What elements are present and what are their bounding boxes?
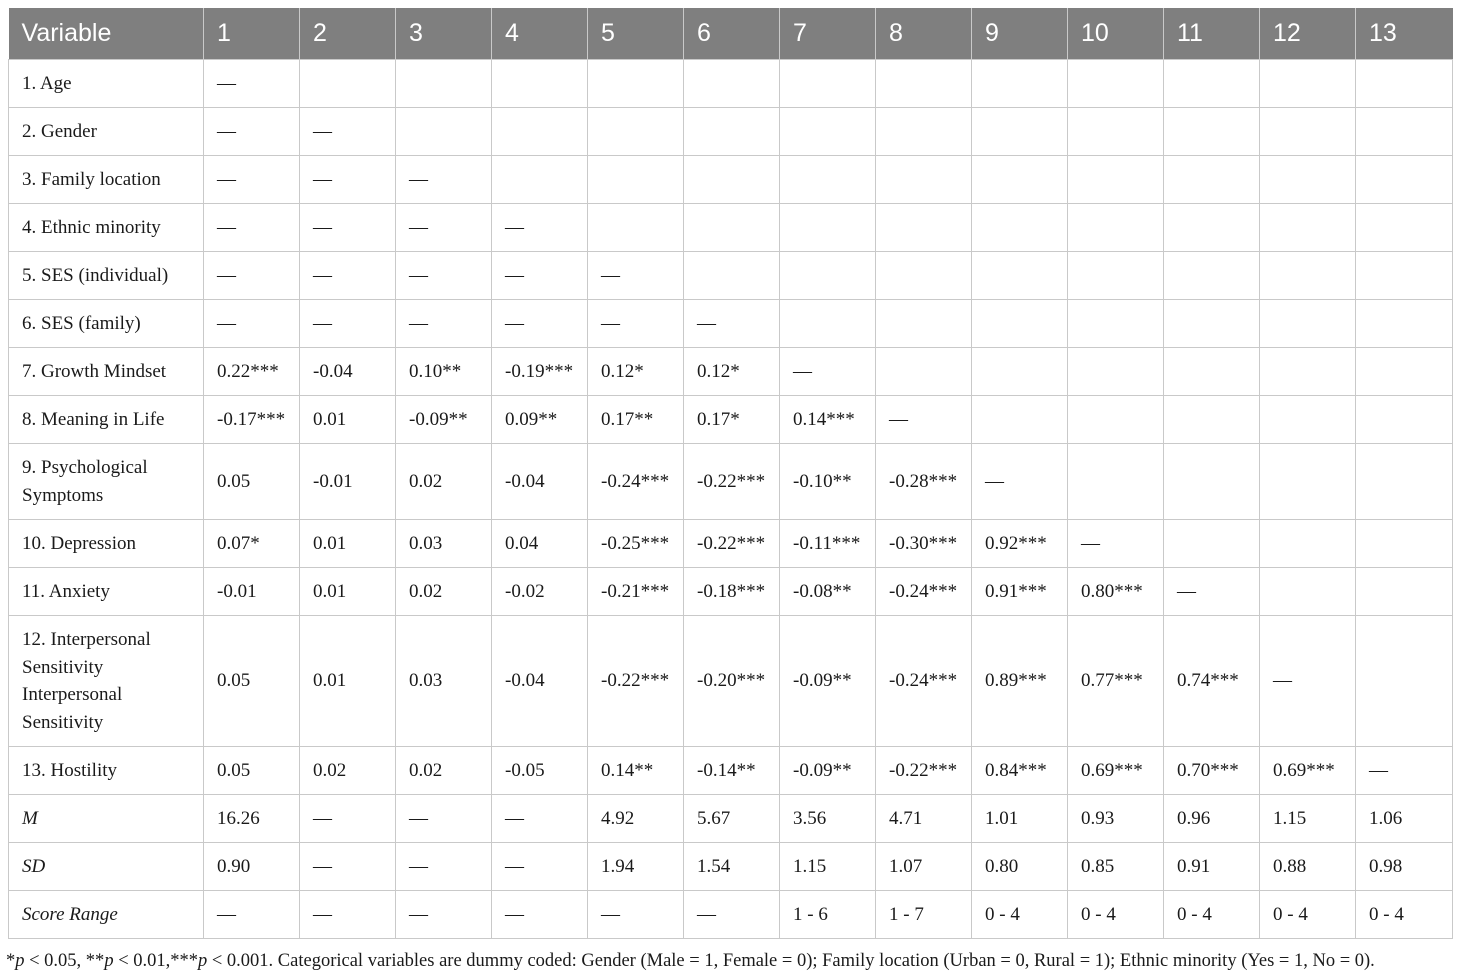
- table-cell: [1164, 348, 1260, 396]
- table-cell: [1164, 300, 1260, 348]
- table-cell: 0.01: [300, 520, 396, 568]
- table-cell: —: [204, 60, 300, 108]
- table-cell: 0.02: [396, 568, 492, 616]
- table-cell: 5.67: [684, 795, 780, 843]
- table-cell: [1164, 444, 1260, 520]
- table-row: [9, 616, 1453, 747]
- table-cell: 0.77***: [1068, 616, 1164, 747]
- table-cell: [1068, 396, 1164, 444]
- table-cell: [1164, 252, 1260, 300]
- table-cell: —: [1164, 568, 1260, 616]
- table-cell: 0.80: [972, 843, 1068, 891]
- table-cell: -0.11***: [780, 520, 876, 568]
- table-cell: 0.01: [300, 396, 396, 444]
- table-cell: 0.89***: [972, 616, 1068, 747]
- table-row: [9, 444, 1453, 520]
- table-cell: [972, 300, 1068, 348]
- footnote-p-3: p: [198, 951, 208, 971]
- footnote-text-1: < 0.05, **: [24, 951, 105, 971]
- table-cell: 0.91: [1164, 843, 1260, 891]
- table-cell: [396, 108, 492, 156]
- table-cell: 0.22***: [204, 348, 300, 396]
- table-cell: 0.04: [492, 520, 588, 568]
- table-cell: -0.28***: [876, 444, 972, 520]
- table-cell: —: [588, 300, 684, 348]
- table-cell: [780, 60, 876, 108]
- table-cell: 0.85: [1068, 843, 1164, 891]
- row-label: 9. Psychological Symptoms: [9, 444, 204, 520]
- table-cell: 0.17**: [588, 396, 684, 444]
- table-cell: [780, 204, 876, 252]
- table-cell: 0.10**: [396, 348, 492, 396]
- table-cell: —: [300, 843, 396, 891]
- table-cell: [1068, 444, 1164, 520]
- table-cell: —: [588, 891, 684, 939]
- table-row: [9, 520, 1453, 568]
- footnote-text-2: < 0.01,***: [113, 951, 198, 971]
- table-cell: 0.88: [1260, 843, 1356, 891]
- row-label: 4. Ethnic minority: [9, 204, 204, 252]
- table-cell: [780, 300, 876, 348]
- table-cell: 0.69***: [1068, 747, 1164, 795]
- table-cell: 0.01: [300, 568, 396, 616]
- table-cell: 0.90: [204, 843, 300, 891]
- table-cell: [1260, 252, 1356, 300]
- table-cell: —: [204, 300, 300, 348]
- table-cell: [492, 156, 588, 204]
- table-cell: —: [492, 300, 588, 348]
- header-cell-11: 11: [1164, 8, 1260, 60]
- table-cell: —: [1068, 520, 1164, 568]
- table-cell: 0.02: [396, 747, 492, 795]
- table-cell: 0.07*: [204, 520, 300, 568]
- table-cell: [1260, 444, 1356, 520]
- table-cell: [1356, 204, 1453, 252]
- table-cell: [876, 204, 972, 252]
- table-cell: 0.05: [204, 444, 300, 520]
- table-cell: —: [684, 891, 780, 939]
- table-cell: 1.15: [1260, 795, 1356, 843]
- table-cell: [876, 252, 972, 300]
- table-cell: -0.09**: [780, 616, 876, 747]
- table-cell: [588, 60, 684, 108]
- table-cell: [1260, 108, 1356, 156]
- table-cell: [780, 108, 876, 156]
- table-cell: [1068, 348, 1164, 396]
- table-cell: [1260, 568, 1356, 616]
- table-cell: -0.04: [300, 348, 396, 396]
- table-cell: -0.02: [492, 568, 588, 616]
- table-cell: —: [396, 843, 492, 891]
- row-label: 13. Hostility: [9, 747, 204, 795]
- table-cell: [1068, 300, 1164, 348]
- table-cell: [972, 108, 1068, 156]
- header-cell-variable: Variable: [9, 8, 204, 60]
- row-label: 7. Growth Mindset: [9, 348, 204, 396]
- table-cell: [1356, 252, 1453, 300]
- table-cell: —: [396, 891, 492, 939]
- row-label: 6. SES (family): [9, 300, 204, 348]
- table-row: [9, 747, 1453, 795]
- table-cell: -0.25***: [588, 520, 684, 568]
- table-cell: [684, 252, 780, 300]
- table-cell: [588, 108, 684, 156]
- table-cell: [972, 252, 1068, 300]
- table-cell: [1356, 568, 1453, 616]
- table-cell: -0.01: [300, 444, 396, 520]
- table-cell: -0.19***: [492, 348, 588, 396]
- table-cell: [876, 300, 972, 348]
- table-cell: —: [396, 795, 492, 843]
- table-cell: 0.91***: [972, 568, 1068, 616]
- header-cell-9: 9: [972, 8, 1068, 60]
- table-cell: [1356, 616, 1453, 747]
- table-cell: [492, 108, 588, 156]
- table-cell: 0.02: [396, 444, 492, 520]
- row-label: M: [9, 795, 204, 843]
- table-cell: [1068, 204, 1164, 252]
- table-cell: 4.92: [588, 795, 684, 843]
- table-row: [9, 891, 1453, 939]
- table-cell: -0.09**: [396, 396, 492, 444]
- row-label: 2. Gender: [9, 108, 204, 156]
- table-cell: —: [876, 396, 972, 444]
- table-cell: [1068, 252, 1164, 300]
- table-cell: -0.01: [204, 568, 300, 616]
- table-cell: —: [972, 444, 1068, 520]
- header-cell-4: 4: [492, 8, 588, 60]
- table-cell: —: [684, 300, 780, 348]
- table-cell: [1260, 156, 1356, 204]
- table-row: [9, 795, 1453, 843]
- row-label: SD: [9, 843, 204, 891]
- table-cell: —: [204, 891, 300, 939]
- table-cell: —: [204, 156, 300, 204]
- row-label: 1. Age: [9, 60, 204, 108]
- table-row: [9, 60, 1453, 108]
- table-cell: [300, 60, 396, 108]
- row-label: Score Range: [9, 891, 204, 939]
- table-cell: 0 - 4: [1260, 891, 1356, 939]
- header-cell-3: 3: [396, 8, 492, 60]
- table-row: [9, 204, 1453, 252]
- table-cell: 0 - 4: [1164, 891, 1260, 939]
- table-cell: [1260, 520, 1356, 568]
- row-label: 12. Interpersonal Sensitivity Interpersonal Sensitivity: [9, 616, 204, 747]
- table-row: [9, 156, 1453, 204]
- table-cell: 0.84***: [972, 747, 1068, 795]
- table-cell: -0.21***: [588, 568, 684, 616]
- table-cell: 0.92***: [972, 520, 1068, 568]
- table-cell: —: [396, 300, 492, 348]
- table-cell: -0.20***: [684, 616, 780, 747]
- table-cell: 0.70***: [1164, 747, 1260, 795]
- table-cell: -0.24***: [588, 444, 684, 520]
- table-cell: —: [492, 204, 588, 252]
- table-cell: 0.80***: [1068, 568, 1164, 616]
- footnote-text-3: < 0.001. Categorical variables are dummy coded: Gender (Male = 1, Female = 0); Family location (Urban = 0, Rural = 1); Ethnic minority (Yes = 1, No = 0).: [207, 951, 1375, 971]
- table-cell: 0.12*: [588, 348, 684, 396]
- table-cell: [1356, 108, 1453, 156]
- table-cell: [780, 252, 876, 300]
- table-cell: —: [300, 300, 396, 348]
- table-cell: 0.74***: [1164, 616, 1260, 747]
- table-cell: [1356, 396, 1453, 444]
- table-cell: —: [492, 843, 588, 891]
- table-cell: 0.01: [300, 616, 396, 747]
- table-cell: [972, 60, 1068, 108]
- table-cell: [1164, 60, 1260, 108]
- table-cell: [1164, 108, 1260, 156]
- correlation-table: [8, 8, 1453, 939]
- table-cell: 0 - 4: [972, 891, 1068, 939]
- table-cell: [876, 348, 972, 396]
- table-cell: [972, 204, 1068, 252]
- table-row: [9, 300, 1453, 348]
- table-cell: [1260, 348, 1356, 396]
- table-cell: [1260, 396, 1356, 444]
- table-cell: 0.12*: [684, 348, 780, 396]
- table-body: [9, 60, 1453, 939]
- table-cell: [1356, 156, 1453, 204]
- table-cell: —: [300, 252, 396, 300]
- table-cell: —: [492, 252, 588, 300]
- table-cell: 0.17*: [684, 396, 780, 444]
- correlation-table-container: [8, 8, 1452, 939]
- header-cell-1: 1: [204, 8, 300, 60]
- table-row: [9, 252, 1453, 300]
- table-cell: [1164, 204, 1260, 252]
- table-cell: 0.69***: [1260, 747, 1356, 795]
- table-cell: —: [1356, 747, 1453, 795]
- table-cell: 0.93: [1068, 795, 1164, 843]
- table-row: [9, 348, 1453, 396]
- table-cell: 1.06: [1356, 795, 1453, 843]
- table-cell: [1068, 60, 1164, 108]
- table-cell: —: [396, 156, 492, 204]
- table-cell: -0.04: [492, 616, 588, 747]
- table-cell: [1068, 156, 1164, 204]
- table-cell: -0.22***: [588, 616, 684, 747]
- table-cell: -0.09**: [780, 747, 876, 795]
- table-cell: [1356, 60, 1453, 108]
- table-cell: —: [300, 795, 396, 843]
- table-cell: [780, 156, 876, 204]
- table-cell: 0.98: [1356, 843, 1453, 891]
- table-cell: 1.07: [876, 843, 972, 891]
- row-label: 5. SES (individual): [9, 252, 204, 300]
- table-cell: 0.96: [1164, 795, 1260, 843]
- table-row: [9, 108, 1453, 156]
- table-cell: 16.26: [204, 795, 300, 843]
- table-cell: -0.22***: [684, 520, 780, 568]
- table-cell: [1164, 396, 1260, 444]
- table-cell: [1260, 300, 1356, 348]
- table-cell: [684, 156, 780, 204]
- table-cell: [1164, 156, 1260, 204]
- table-cell: [396, 60, 492, 108]
- table-cell: [684, 204, 780, 252]
- table-cell: 4.71: [876, 795, 972, 843]
- table-cell: —: [780, 348, 876, 396]
- table-cell: [1356, 520, 1453, 568]
- table-cell: -0.14**: [684, 747, 780, 795]
- table-cell: 1 - 7: [876, 891, 972, 939]
- table-row: [9, 843, 1453, 891]
- footnote-p-1: p: [15, 951, 25, 971]
- table-cell: [972, 348, 1068, 396]
- table-header-row: [9, 8, 1453, 60]
- table-cell: [876, 60, 972, 108]
- row-label: 8. Meaning in Life: [9, 396, 204, 444]
- table-cell: -0.10**: [780, 444, 876, 520]
- table-cell: 1.54: [684, 843, 780, 891]
- header-cell-8: 8: [876, 8, 972, 60]
- table-cell: 0.03: [396, 616, 492, 747]
- table-cell: -0.04: [492, 444, 588, 520]
- table-cell: [972, 396, 1068, 444]
- table-cell: —: [396, 204, 492, 252]
- table-cell: 0 - 4: [1356, 891, 1453, 939]
- header-cell-7: 7: [780, 8, 876, 60]
- table-cell: 0.14***: [780, 396, 876, 444]
- table-cell: -0.22***: [684, 444, 780, 520]
- table-row: [9, 568, 1453, 616]
- table-cell: [588, 204, 684, 252]
- table-cell: 0.09**: [492, 396, 588, 444]
- table-cell: [1260, 60, 1356, 108]
- table-cell: -0.24***: [876, 568, 972, 616]
- footnote-p-2: p: [104, 951, 114, 971]
- table-cell: -0.22***: [876, 747, 972, 795]
- table-cell: —: [204, 204, 300, 252]
- table-cell: —: [300, 891, 396, 939]
- footnote-star: *: [6, 951, 16, 971]
- table-cell: [1260, 204, 1356, 252]
- table-cell: [1164, 520, 1260, 568]
- row-label: 11. Anxiety: [9, 568, 204, 616]
- table-cell: 0.03: [396, 520, 492, 568]
- table-cell: 1.15: [780, 843, 876, 891]
- row-label: 10. Depression: [9, 520, 204, 568]
- table-cell: [492, 60, 588, 108]
- table-cell: [588, 156, 684, 204]
- table-cell: [972, 156, 1068, 204]
- header-cell-5: 5: [588, 8, 684, 60]
- table-cell: —: [300, 108, 396, 156]
- table-cell: -0.08**: [780, 568, 876, 616]
- table-cell: —: [300, 156, 396, 204]
- header-cell-10: 10: [1068, 8, 1164, 60]
- table-cell: —: [396, 252, 492, 300]
- table-cell: 0.14**: [588, 747, 684, 795]
- table-cell: [1068, 108, 1164, 156]
- table-cell: [876, 108, 972, 156]
- table-cell: 3.56: [780, 795, 876, 843]
- table-footnote: [6, 951, 1375, 972]
- table-cell: 1.01: [972, 795, 1068, 843]
- table-cell: -0.18***: [684, 568, 780, 616]
- table-cell: —: [492, 891, 588, 939]
- table-cell: —: [300, 204, 396, 252]
- table-cell: —: [492, 795, 588, 843]
- table-cell: [684, 60, 780, 108]
- table-cell: 0.02: [300, 747, 396, 795]
- table-cell: [1356, 300, 1453, 348]
- table-cell: 0.05: [204, 747, 300, 795]
- row-label: 3. Family location: [9, 156, 204, 204]
- table-cell: —: [204, 108, 300, 156]
- table-cell: 1.94: [588, 843, 684, 891]
- table-row: [9, 396, 1453, 444]
- table-cell: 1 - 6: [780, 891, 876, 939]
- table-cell: -0.17***: [204, 396, 300, 444]
- table-cell: —: [588, 252, 684, 300]
- header-cell-12: 12: [1260, 8, 1356, 60]
- table-cell: -0.05: [492, 747, 588, 795]
- table-cell: -0.30***: [876, 520, 972, 568]
- table-cell: 0 - 4: [1068, 891, 1164, 939]
- table-cell: —: [1260, 616, 1356, 747]
- table-cell: [1356, 444, 1453, 520]
- table-cell: —: [204, 252, 300, 300]
- table-cell: 0.05: [204, 616, 300, 747]
- header-cell-2: 2: [300, 8, 396, 60]
- table-cell: [876, 156, 972, 204]
- header-cell-13: 13: [1356, 8, 1453, 60]
- table-cell: -0.24***: [876, 616, 972, 747]
- table-cell: [684, 108, 780, 156]
- table-cell: [1356, 348, 1453, 396]
- header-cell-6: 6: [684, 8, 780, 60]
